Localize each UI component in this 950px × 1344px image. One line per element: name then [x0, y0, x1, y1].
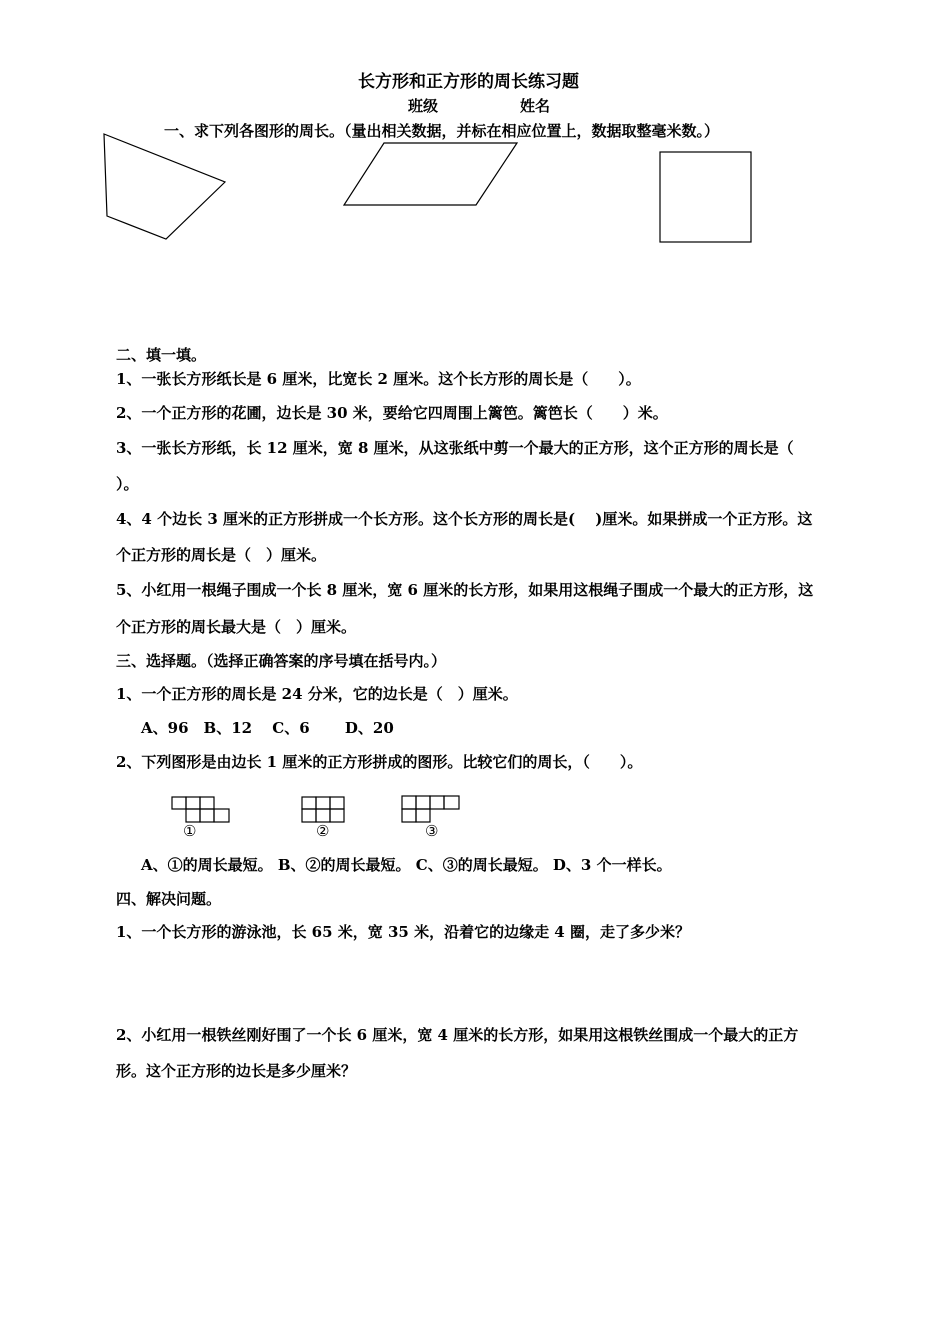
fill-q3-line1: 3、一张长方形纸，长 12 厘米，宽 8 厘米，从这张纸中剪一个最大的正方形，这个正方形的周长是（ [116, 439, 794, 457]
section1-heading: 一、求下列各图形的周长。（量出相关数据，并标在相应位置上，数据取整毫米数。） [164, 122, 720, 140]
fill-q1: 1、一张长方形纸长是 6 厘米，比宽长 2 厘米。这个长方形的周长是（ ）。 [116, 370, 641, 388]
quadrilateral-shape [104, 134, 225, 239]
fill-q4-line1: 4、4 个边长 3 厘米的正方形拼成一个长方形。这个长方形的周长是( )厘米。如果拼成一个正方形。这 [116, 510, 813, 528]
choice-q2: 2、下列图形是由边长 1 厘米的正方形拼成的图形。比较它们的周长，（ ）。 [116, 753, 643, 771]
page-title: 长方形和正方形的周长练习题 [358, 72, 579, 92]
choice-q1: 1、一个正方形的周长是 24 分米，它的边长是（ ）厘米。 [116, 685, 518, 703]
problem-q2-line2: 形。这个正方形的边长是多少厘米？ [116, 1062, 357, 1080]
choice-q2-options: A、①的周长最短。 B、②的周长最短。 C、③的周长最短。 D、3 个一样长。 [141, 856, 672, 874]
figure-1 [172, 797, 229, 822]
figure-2 [302, 797, 344, 822]
section2-heading: 二、填一填。 [116, 346, 207, 364]
choice-q1-options: A、96 B、12 C、6 D、20 [141, 719, 394, 737]
figure-3-label: ③ [425, 822, 439, 840]
square-shape [660, 152, 751, 242]
parallelogram-shape [344, 143, 517, 205]
problem-q1: 1、一个长方形的游泳池，长 65 米，宽 35 米，沿着它的边缘走 4 圈，走了多少米？ [116, 923, 690, 941]
figure-2-label: ② [316, 822, 330, 840]
fill-q3-line2: ）。 [116, 475, 139, 493]
fill-q4-line2: 个正方形的周长是（ ）厘米。 [116, 546, 327, 564]
problem-q2-line1: 2、小红用一根铁丝刚好围了一个长 6 厘米，宽 4 厘米的长方形，如果用这根铁丝围成一个最大的正方 [116, 1026, 799, 1044]
figure-3 [402, 796, 459, 822]
section4-heading: 四、解决问题。 [116, 890, 222, 908]
fill-q5-line1: 5、小红用一根绳子围成一个长 8 厘米，宽 6 厘米的长方形，如果用这根绳子围成一个最大的正方形，这 [116, 581, 814, 599]
fill-q2: 2、一个正方形的花圃，边长是 30 米，要给它四周围上篱笆。篱笆长（ ）米。 [116, 404, 668, 422]
section3-heading: 三、选择题。（选择正确答案的序号填在括号内。） [116, 652, 447, 670]
class-label: 班级 [408, 97, 439, 115]
name-label: 姓名 [520, 97, 551, 115]
fill-q5-line2: 个正方形的周长最大是（ ）厘米。 [116, 618, 357, 636]
figure-1-label: ① [183, 822, 197, 840]
